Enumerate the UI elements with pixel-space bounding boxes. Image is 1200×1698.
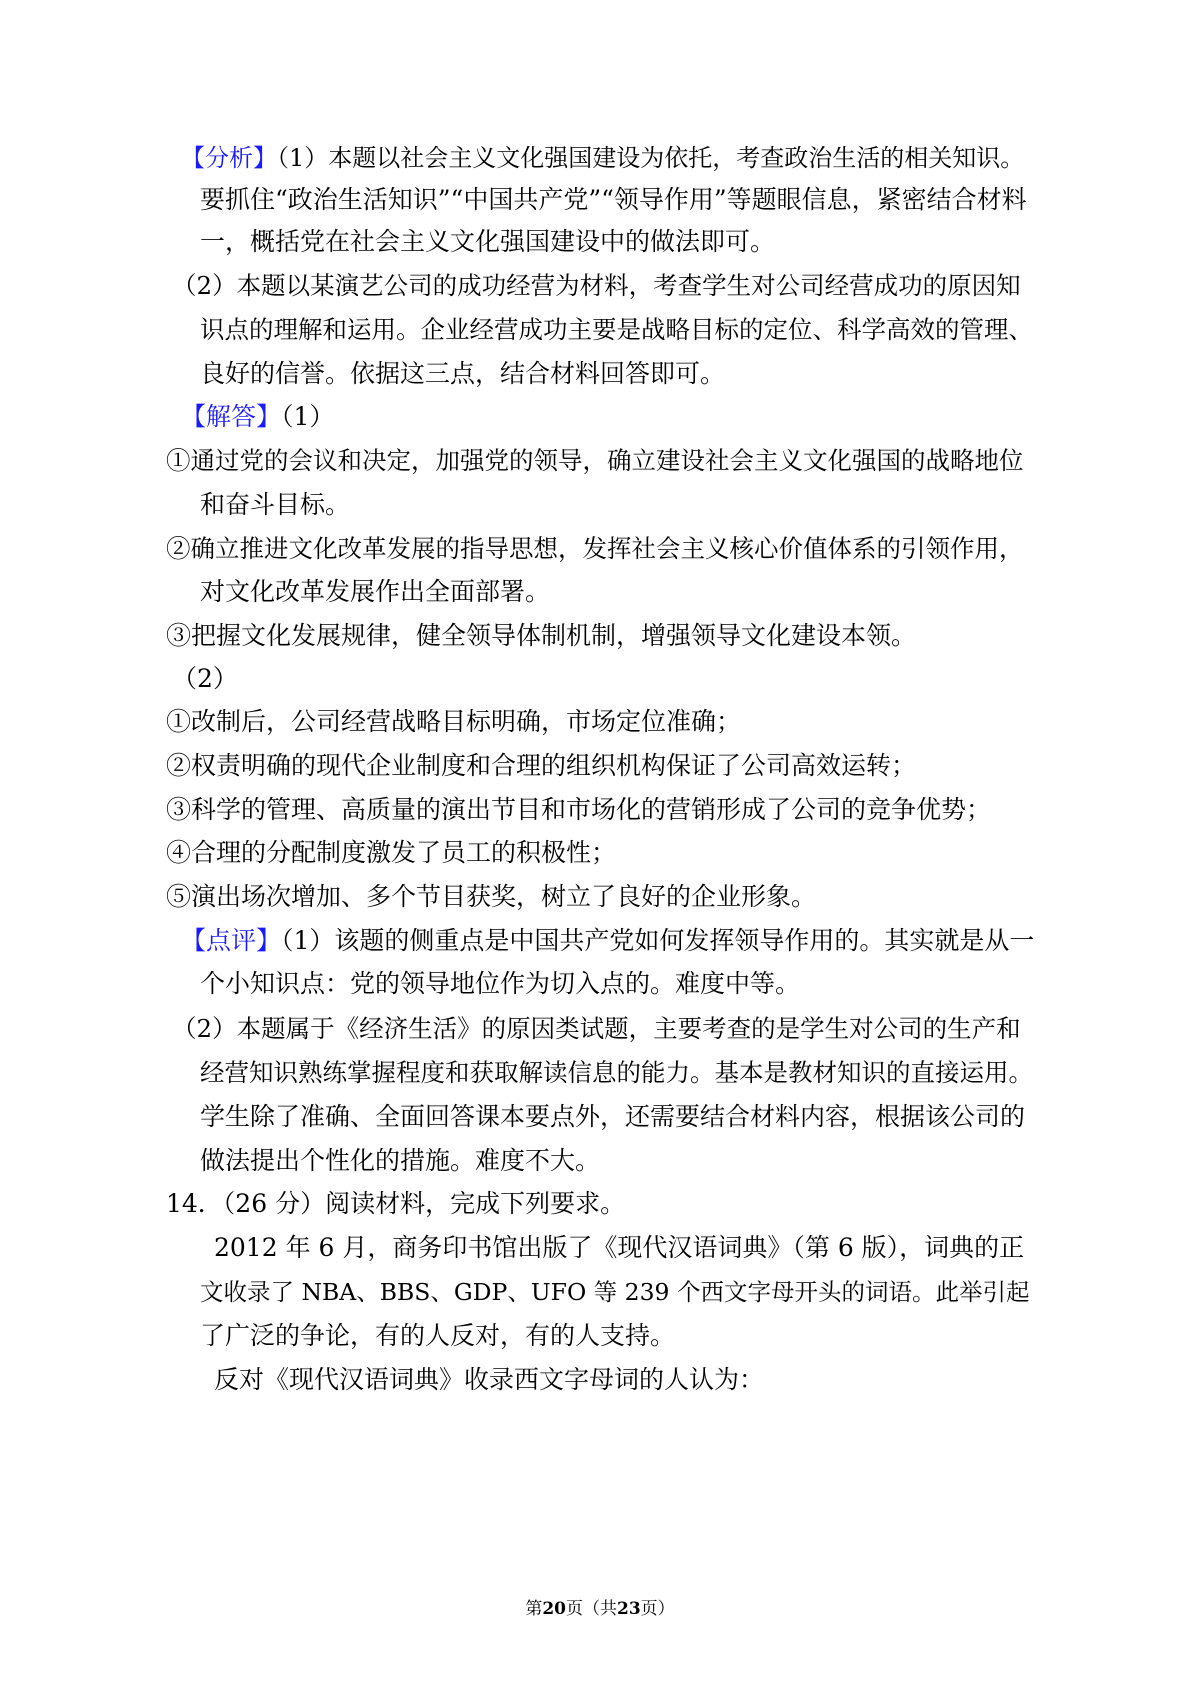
answer-2-item-1: ①改制后，公司经营战略目标明确，市场定位准确； — [166, 707, 742, 736]
answer-1-item-2a: ②确立推进文化改革发展的指导思想，发挥社会主义核心价值体系的引领作用， — [166, 534, 1024, 563]
question-14-material-4: 反对《现代汉语词典》收录西文字母词的人认为： — [214, 1365, 765, 1394]
answer-2-item-2: ②权责明确的现代企业制度和合理的组织机构保证了公司高效运转； — [166, 751, 917, 780]
comment-line-6: 做法提出个性化的措施。难度不大。 — [200, 1146, 601, 1175]
analysis-line-3: 一，概括党在社会主义文化强国建设中的做法即可。 — [200, 227, 776, 256]
comment-line-2: 个小知识点：党的领导地位作为切入点的。难度中等。 — [200, 969, 801, 998]
question-14-title: 14．（26 分）阅读材料，完成下列要求。 — [166, 1189, 626, 1218]
answer-2-item-4: ④合理的分配制度激发了员工的积极性； — [166, 838, 617, 867]
answer-heading: 【解答】（1） — [181, 402, 335, 431]
question-14-material-3: 了广泛的争论，有的人反对，有的人支持。 — [200, 1321, 676, 1350]
comment-line-3: （2）本题属于《经济生活》的原因类试题，主要考查的是学生对公司的生产和 — [172, 1014, 1021, 1043]
comment-line-4: 经营知识熟练掌握程度和获取解读信息的能力。基本是教材知识的直接运用。 — [200, 1058, 1033, 1087]
answer-1-item-3: ③把握文化发展规律，健全领导体制机制，增强领导文化建设本领。 — [166, 621, 917, 650]
page-number: 20 — [542, 1599, 566, 1619]
analysis-line-4: （2）本题以某演艺公司的成功经营为材料，考查学生对公司经营成功的原因知 — [172, 271, 1021, 300]
analysis-tag: 【分析】 — [181, 144, 277, 172]
analysis-line-6: 良好的信誉。依据这三点，结合材料回答即可。 — [200, 359, 726, 388]
comment-tag: 【点评】 — [181, 926, 282, 955]
page-total: 23 — [617, 1599, 641, 1619]
comment-line-1: 【点评】（1）该题的侧重点是中国共产党如何发挥领导作用的。其实就是从一 — [181, 926, 1035, 955]
answer-tag: 【解答】 — [181, 402, 282, 431]
analysis-line-5: 识点的理解和运用。企业经营成功主要是战略目标的定位、科学高效的管理、 — [200, 315, 1033, 344]
question-14-material-2: 文收录了 NBA、BBS、GDP、UFO 等 239 个西文字母开头的词语。此举引起 — [200, 1278, 1030, 1306]
answer-1-item-2b: 对文化改革发展作出全面部署。 — [200, 577, 551, 606]
answer-part-2-label: （2） — [172, 664, 238, 693]
page-footer: 第20页（共23页） — [525, 1599, 675, 1619]
answer-2-item-5: ⑤演出场次增加、多个节目获奖，树立了良好的企业形象。 — [166, 882, 817, 911]
answer-1-item-1b: 和奋斗目标。 — [200, 490, 351, 519]
question-14-material-1: 2012 年 6 月，商务印书馆出版了《现代汉语词典》（第 6 版），词典的正 — [214, 1233, 1025, 1262]
comment-line-5: 学生除了准确、全面回答课本要点外，还需要结合材料内容，根据该公司的 — [200, 1102, 1026, 1131]
answer-2-item-3: ③科学的管理、高质量的演出节目和市场化的营销形成了公司的竞争优势； — [166, 795, 992, 824]
answer-1-item-1a: ①通过党的会议和决定，加强党的领导，确立建设社会主义文化强国的战略地位 — [166, 446, 1024, 475]
analysis-line-1: 【分析】（1）本题以社会主义文化强国建设为依托，考查政治生活的相关知识。 — [181, 144, 1025, 172]
analysis-line-2: 要抓住“政治生活知识”“中国共产党”“领导作用”等题眼信息，紧密结合材料 — [200, 185, 1027, 214]
